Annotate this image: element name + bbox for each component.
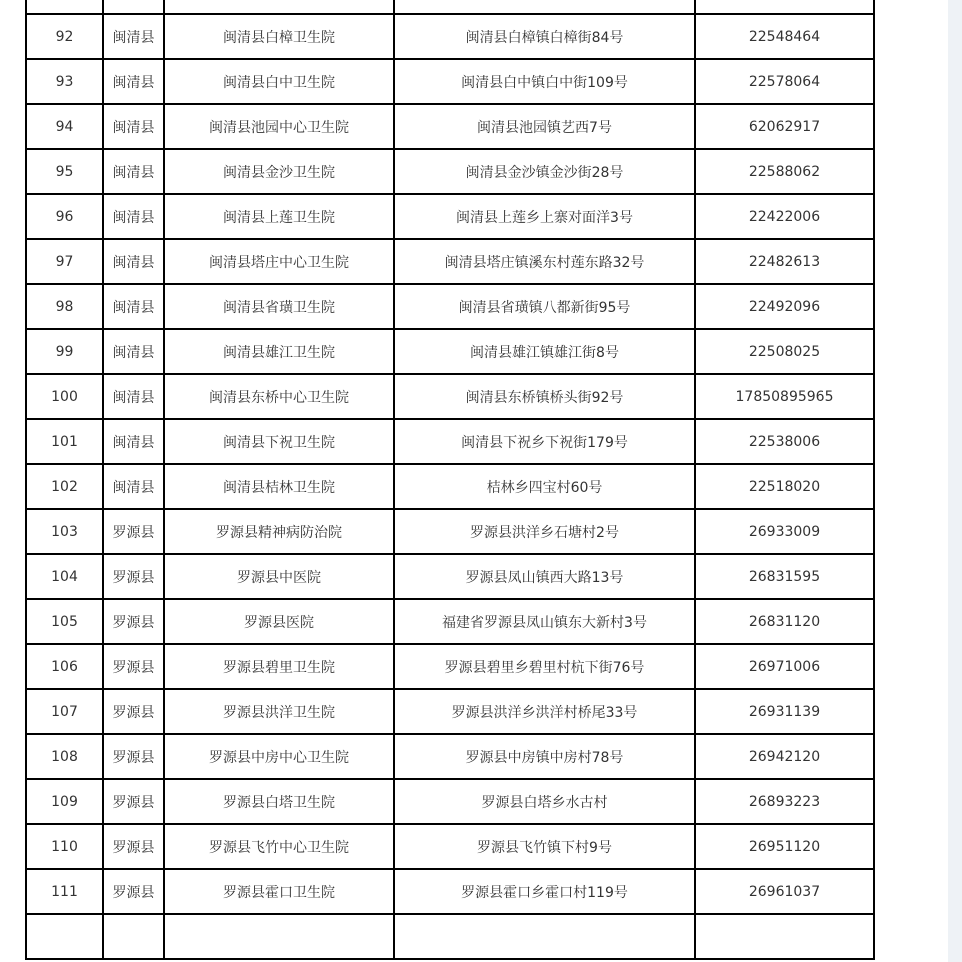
cell-institution-name: 罗源县洪洋卫生院 <box>164 689 394 734</box>
cell-address: 闽清县白樟镇白樟街84号 <box>394 14 695 59</box>
cell-phone: 26961037 <box>695 869 874 914</box>
cell-address: 闽清县池园镇艺西7号 <box>394 104 695 149</box>
table-row <box>26 329 874 374</box>
cell-institution-name: 罗源县中医院 <box>164 554 394 599</box>
cell-institution-name: 罗源县精神病防治院 <box>164 509 394 554</box>
cell-phone: 22548464 <box>695 14 874 59</box>
cell-phone: 22518020 <box>695 464 874 509</box>
cell-number: 107 <box>26 689 103 734</box>
scrollbar-track[interactable] <box>948 0 962 962</box>
cell-institution-name: 闽清县东桥中心卫生院 <box>164 374 394 419</box>
cell-address <box>394 0 695 14</box>
cell-county: 罗源县 <box>103 734 164 779</box>
table-row <box>26 14 874 59</box>
cell-number: 100 <box>26 374 103 419</box>
cell-number: 95 <box>26 149 103 194</box>
table-row <box>26 0 874 14</box>
cell-address: 罗源县中房镇中房村78号 <box>394 734 695 779</box>
cell-address: 闽清县金沙镇金沙街28号 <box>394 149 695 194</box>
cell-address: 罗源县飞竹镇下村9号 <box>394 824 695 869</box>
cell-number: 99 <box>26 329 103 374</box>
cell-county: 罗源县 <box>103 644 164 689</box>
cell-number: 102 <box>26 464 103 509</box>
table-container <box>25 0 873 960</box>
cell-address: 闽清县雄江镇雄江街8号 <box>394 329 695 374</box>
cell-number: 110 <box>26 824 103 869</box>
cell-address: 闽清县下祝乡下祝街179号 <box>394 419 695 464</box>
cell-number: 93 <box>26 59 103 104</box>
cell-county <box>103 0 164 14</box>
cell-county: 罗源县 <box>103 824 164 869</box>
cell-address: 福建省罗源县凤山镇东大新村3号 <box>394 599 695 644</box>
cell-phone: 26931139 <box>695 689 874 734</box>
cell-address: 闽清县上莲乡上寨对面洋3号 <box>394 194 695 239</box>
cell-institution-name: 闽清县上莲卫生院 <box>164 194 394 239</box>
cell-phone: 26971006 <box>695 644 874 689</box>
cell-number: 94 <box>26 104 103 149</box>
cell-county <box>103 914 164 959</box>
cell-number: 103 <box>26 509 103 554</box>
cell-number: 92 <box>26 14 103 59</box>
cell-phone: 26831595 <box>695 554 874 599</box>
cell-number: 111 <box>26 869 103 914</box>
cell-address <box>394 914 695 959</box>
cell-institution-name: 闽清县塔庄中心卫生院 <box>164 239 394 284</box>
cell-institution-name: 罗源县碧里卫生院 <box>164 644 394 689</box>
table-row <box>26 464 874 509</box>
cell-institution-name: 罗源县中房中心卫生院 <box>164 734 394 779</box>
hospital-table <box>25 0 875 960</box>
cell-institution-name: 罗源县医院 <box>164 599 394 644</box>
cell-county: 闽清县 <box>103 374 164 419</box>
table-row <box>26 914 874 959</box>
cell-number: 98 <box>26 284 103 329</box>
cell-county: 罗源县 <box>103 509 164 554</box>
cell-county: 闽清县 <box>103 14 164 59</box>
cell-address: 桔林乡四宝村60号 <box>394 464 695 509</box>
cell-institution-name <box>164 914 394 959</box>
cell-phone: 22508025 <box>695 329 874 374</box>
cell-number: 101 <box>26 419 103 464</box>
cell-address: 罗源县白塔乡水古村 <box>394 779 695 824</box>
cell-address: 闽清县省璜镇八都新街95号 <box>394 284 695 329</box>
cell-number: 104 <box>26 554 103 599</box>
table-row <box>26 149 874 194</box>
cell-phone: 26893223 <box>695 779 874 824</box>
cell-institution-name: 闽清县金沙卫生院 <box>164 149 394 194</box>
cell-county: 闽清县 <box>103 419 164 464</box>
cell-phone: 26933009 <box>695 509 874 554</box>
table-row <box>26 374 874 419</box>
cell-address: 闽清县东桥镇桥头街92号 <box>394 374 695 419</box>
cell-institution-name: 闽清县雄江卫生院 <box>164 329 394 374</box>
cell-institution-name: 罗源县白塔卫生院 <box>164 779 394 824</box>
cell-phone <box>695 0 874 14</box>
cell-phone: 22538006 <box>695 419 874 464</box>
cell-number: 96 <box>26 194 103 239</box>
cell-number <box>26 0 103 14</box>
cell-county: 罗源县 <box>103 779 164 824</box>
cell-phone: 26951120 <box>695 824 874 869</box>
table-row <box>26 239 874 284</box>
cell-county: 罗源县 <box>103 869 164 914</box>
cell-county: 闽清县 <box>103 284 164 329</box>
cell-county: 罗源县 <box>103 599 164 644</box>
cell-number: 105 <box>26 599 103 644</box>
cell-number: 97 <box>26 239 103 284</box>
cell-address: 罗源县洪洋乡洪洋村桥尾33号 <box>394 689 695 734</box>
cell-address: 罗源县碧里乡碧里村杭下街76号 <box>394 644 695 689</box>
table-row <box>26 599 874 644</box>
table-row <box>26 509 874 554</box>
table-row <box>26 779 874 824</box>
cell-address: 罗源县洪洋乡石塘村2号 <box>394 509 695 554</box>
cell-phone: 62062917 <box>695 104 874 149</box>
table-row <box>26 59 874 104</box>
cell-phone: 26942120 <box>695 734 874 779</box>
cell-number: 108 <box>26 734 103 779</box>
table-row <box>26 194 874 239</box>
cell-institution-name: 闽清县白中卫生院 <box>164 59 394 104</box>
cell-phone: 22578064 <box>695 59 874 104</box>
cell-phone: 22588062 <box>695 149 874 194</box>
cell-number <box>26 914 103 959</box>
cell-phone <box>695 914 874 959</box>
cell-institution-name: 罗源县飞竹中心卫生院 <box>164 824 394 869</box>
table-row <box>26 734 874 779</box>
cell-address: 闽清县白中镇白中街109号 <box>394 59 695 104</box>
cell-county: 闽清县 <box>103 464 164 509</box>
cell-phone: 22422006 <box>695 194 874 239</box>
cell-county: 罗源县 <box>103 689 164 734</box>
cell-address: 罗源县霍口乡霍口村119号 <box>394 869 695 914</box>
cell-county: 闽清县 <box>103 239 164 284</box>
cell-institution-name: 闽清县下祝卫生院 <box>164 419 394 464</box>
cell-institution-name: 罗源县霍口卫生院 <box>164 869 394 914</box>
table-row <box>26 824 874 869</box>
table-row <box>26 419 874 464</box>
table-row <box>26 869 874 914</box>
cell-county: 闽清县 <box>103 104 164 149</box>
cell-institution-name: 闽清县桔林卫生院 <box>164 464 394 509</box>
table-row <box>26 554 874 599</box>
cell-county: 闽清县 <box>103 59 164 104</box>
cell-phone: 22482613 <box>695 239 874 284</box>
cell-number: 109 <box>26 779 103 824</box>
cell-county: 闽清县 <box>103 329 164 374</box>
cell-institution-name <box>164 0 394 14</box>
table-row <box>26 104 874 149</box>
cell-number: 106 <box>26 644 103 689</box>
cell-phone: 17850895965 <box>695 374 874 419</box>
cell-institution-name: 闽清县白樟卫生院 <box>164 14 394 59</box>
table-row <box>26 644 874 689</box>
table-row <box>26 284 874 329</box>
cell-address: 罗源县凤山镇西大路13号 <box>394 554 695 599</box>
cell-institution-name: 闽清县省璜卫生院 <box>164 284 394 329</box>
cell-county: 闽清县 <box>103 194 164 239</box>
cell-county: 罗源县 <box>103 554 164 599</box>
table-body <box>26 0 874 959</box>
cell-phone: 26831120 <box>695 599 874 644</box>
cell-county: 闽清县 <box>103 149 164 194</box>
cell-institution-name: 闽清县池园中心卫生院 <box>164 104 394 149</box>
cell-phone: 22492096 <box>695 284 874 329</box>
table-row <box>26 689 874 734</box>
cell-address: 闽清县塔庄镇溪东村莲东路32号 <box>394 239 695 284</box>
